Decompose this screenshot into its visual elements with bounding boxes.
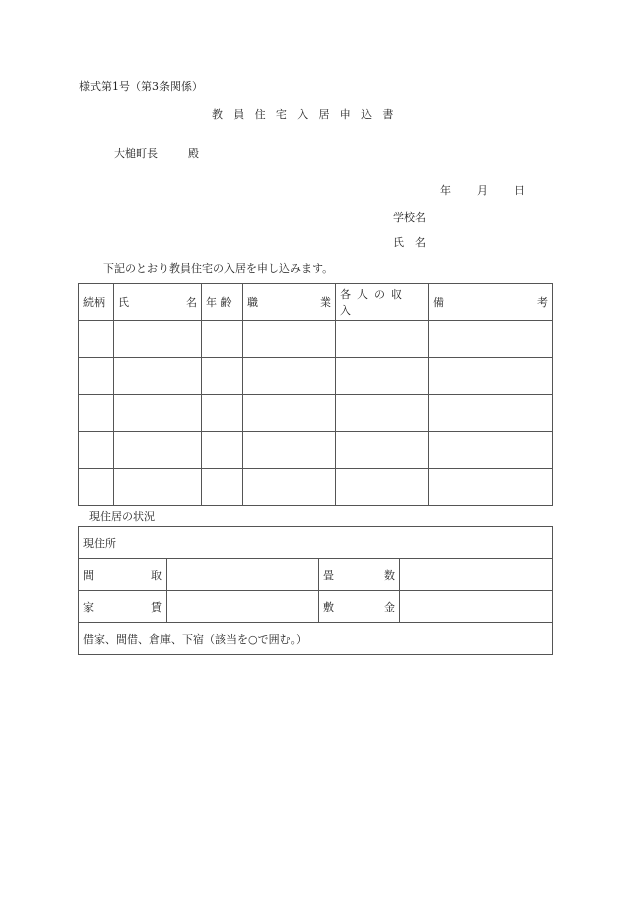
header-label: 名 bbox=[186, 296, 197, 309]
table-row bbox=[79, 358, 553, 395]
rent-value[interactable] bbox=[167, 591, 319, 623]
label-part: 間 bbox=[83, 568, 94, 582]
date-day: 日 bbox=[514, 184, 525, 197]
cell-relationship[interactable] bbox=[79, 358, 114, 395]
header-income bbox=[336, 284, 429, 321]
cell-remarks[interactable] bbox=[429, 395, 553, 432]
addressee bbox=[114, 148, 199, 159]
tatami-label bbox=[319, 559, 400, 591]
cell-remarks[interactable] bbox=[429, 432, 553, 469]
cell-age[interactable] bbox=[202, 358, 243, 395]
table-header-row bbox=[79, 284, 553, 321]
addressee-honorific: 殿 bbox=[188, 147, 199, 160]
cell-relationship[interactable] bbox=[79, 321, 114, 358]
label-part: 取 bbox=[151, 568, 162, 582]
cell-age[interactable] bbox=[202, 395, 243, 432]
cell-relationship[interactable] bbox=[79, 469, 114, 506]
cell-income[interactable] bbox=[336, 358, 429, 395]
label-part: 家 bbox=[83, 600, 94, 614]
header-label: 業 bbox=[320, 296, 331, 309]
residence-type-cell[interactable] bbox=[79, 623, 553, 655]
table-row bbox=[79, 432, 553, 469]
date-line bbox=[440, 185, 525, 196]
cell-income[interactable] bbox=[336, 321, 429, 358]
cell-name[interactable] bbox=[114, 469, 202, 506]
header-label: 続柄 bbox=[83, 296, 105, 309]
label-part: 数 bbox=[384, 568, 395, 582]
header-label: 年 齢 bbox=[206, 296, 232, 309]
tatami-value[interactable] bbox=[400, 559, 553, 591]
cell-remarks[interactable] bbox=[429, 358, 553, 395]
cell-name[interactable] bbox=[114, 432, 202, 469]
cell-occupation[interactable] bbox=[243, 321, 336, 358]
cell-income[interactable] bbox=[336, 432, 429, 469]
deposit-label bbox=[319, 591, 400, 623]
cell-income[interactable] bbox=[336, 395, 429, 432]
rent-label bbox=[79, 591, 167, 623]
cell-income[interactable] bbox=[336, 469, 429, 506]
layout-value[interactable] bbox=[167, 559, 319, 591]
header-age bbox=[202, 284, 243, 321]
document-title: 教員住宅入居申込書 bbox=[212, 108, 404, 121]
label-part: 金 bbox=[384, 600, 395, 614]
header-label: 氏 bbox=[118, 296, 129, 309]
address-label: 現住所 bbox=[83, 536, 116, 550]
cell-relationship[interactable] bbox=[79, 395, 114, 432]
date-month: 月 bbox=[477, 184, 488, 197]
table-row bbox=[79, 469, 553, 506]
cell-age[interactable] bbox=[202, 469, 243, 506]
header-label: 考 bbox=[537, 296, 548, 309]
header-label: 備 bbox=[433, 296, 444, 309]
table-row bbox=[79, 321, 553, 358]
address-cell[interactable] bbox=[79, 527, 553, 559]
header-label: 各人の収入 bbox=[340, 288, 408, 317]
header-label: 職 bbox=[247, 296, 258, 309]
cell-occupation[interactable] bbox=[243, 358, 336, 395]
label-part: 敷 bbox=[323, 600, 334, 614]
school-name-label: 学校名 bbox=[393, 211, 426, 224]
household-table bbox=[78, 283, 553, 506]
header-occupation bbox=[243, 284, 336, 321]
cell-name[interactable] bbox=[114, 395, 202, 432]
header-remarks bbox=[429, 284, 553, 321]
cell-age[interactable] bbox=[202, 321, 243, 358]
applicant-name-label: 氏 名 bbox=[393, 236, 426, 249]
label-part: 畳 bbox=[323, 568, 334, 582]
deposit-value[interactable] bbox=[400, 591, 553, 623]
table-row bbox=[79, 395, 553, 432]
cell-occupation[interactable] bbox=[243, 395, 336, 432]
header-relationship bbox=[79, 284, 114, 321]
cell-occupation[interactable] bbox=[243, 432, 336, 469]
intro-text: 下記のとおり教員住宅の入居を申し込みます。 bbox=[103, 262, 334, 275]
residence-type-label: 借家、間借、倉庫、下宿（該当を○で囲む。） bbox=[83, 632, 308, 646]
cell-relationship[interactable] bbox=[79, 432, 114, 469]
date-year: 年 bbox=[440, 184, 451, 197]
address-row bbox=[79, 527, 553, 559]
layout-label bbox=[79, 559, 167, 591]
section-title-current-residence: 現住居の状況 bbox=[89, 510, 155, 523]
cell-remarks[interactable] bbox=[429, 321, 553, 358]
layout-row bbox=[79, 559, 553, 591]
addressee-name: 大槌町長 bbox=[114, 147, 158, 160]
header-name bbox=[114, 284, 202, 321]
cell-occupation[interactable] bbox=[243, 469, 336, 506]
cell-remarks[interactable] bbox=[429, 469, 553, 506]
rent-row bbox=[79, 591, 553, 623]
label-part: 賃 bbox=[151, 600, 162, 614]
cell-name[interactable] bbox=[114, 321, 202, 358]
form-number: 様式第1号（第3条関係） bbox=[79, 80, 203, 93]
cell-age[interactable] bbox=[202, 432, 243, 469]
cell-name[interactable] bbox=[114, 358, 202, 395]
current-residence-table bbox=[78, 526, 553, 655]
residence-type-row bbox=[79, 623, 553, 655]
